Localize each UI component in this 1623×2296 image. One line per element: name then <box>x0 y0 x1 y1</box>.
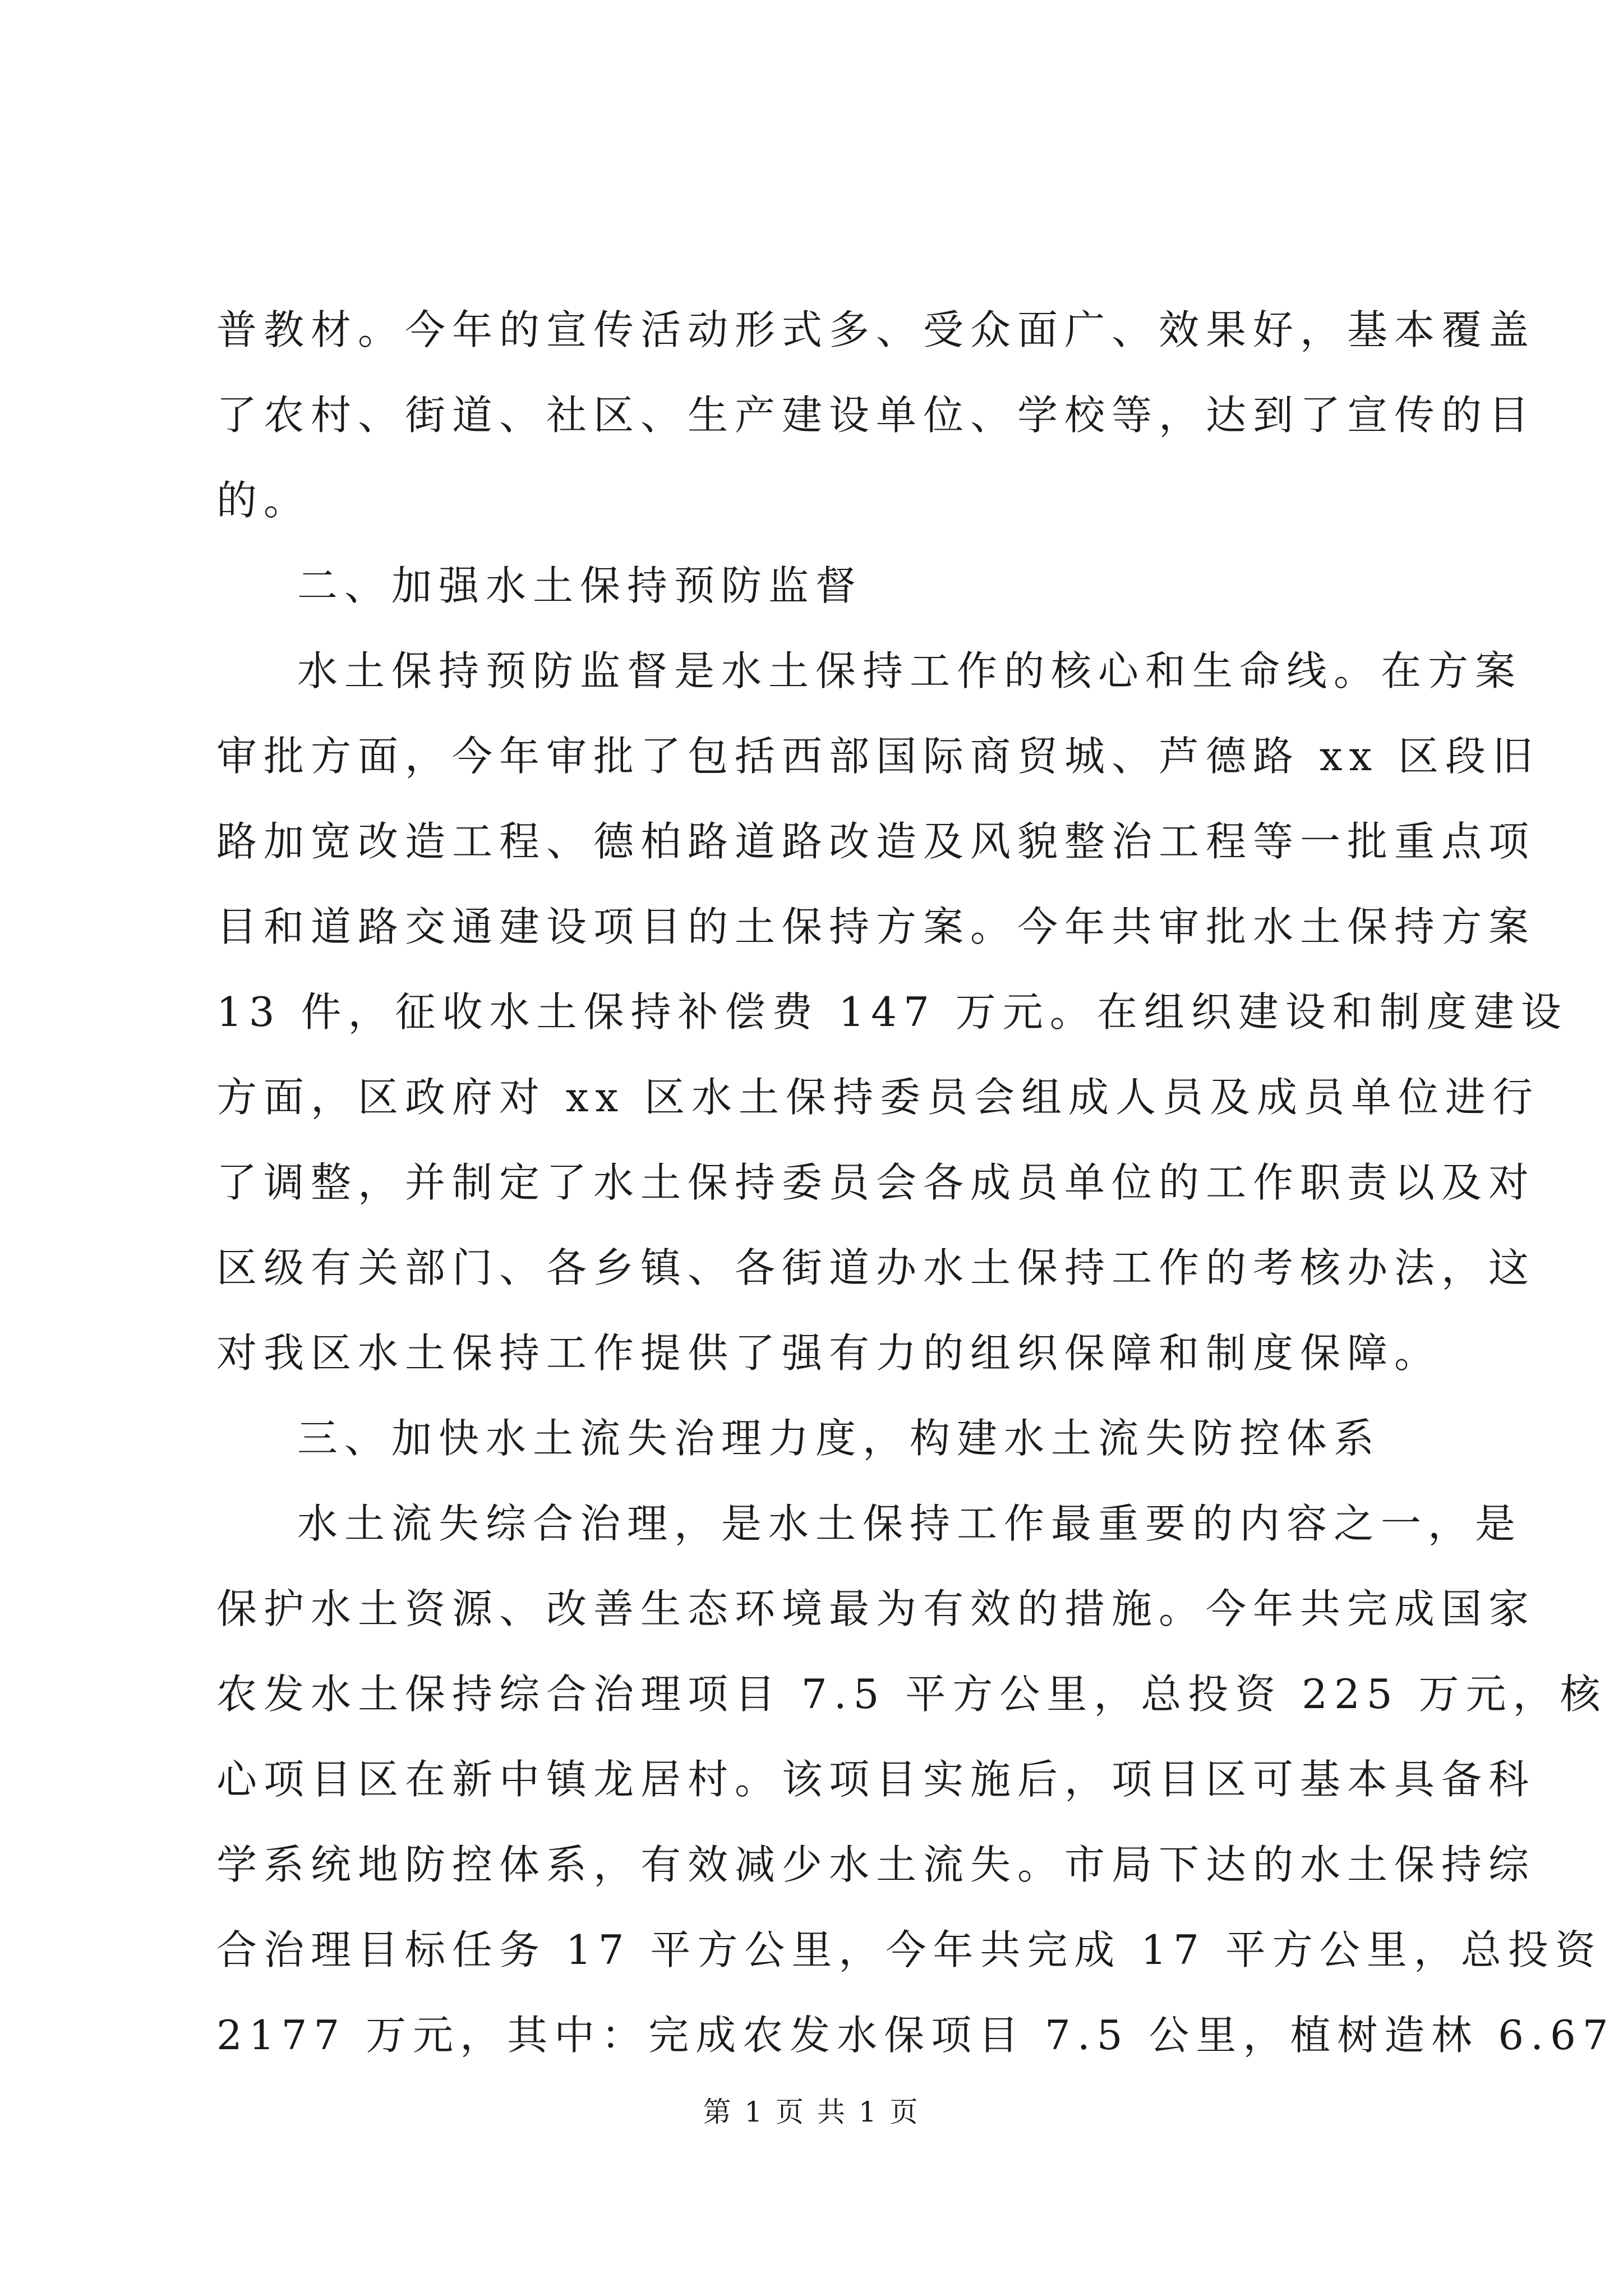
paragraph-line: 水土流失综合治理，是水土保持工作最重要的内容之一，是 <box>297 1500 1523 1547</box>
paragraph-line: 目和道路交通建设项目的土保持方案。今年共审批水土保持方案 <box>216 903 1536 950</box>
paragraph-line: 区级有关部门、各乡镇、各街道办水土保持工作的考核办法，这 <box>216 1244 1536 1291</box>
section-heading-3: 三、加快水土流失治理力度，构建水土流失防控体系 <box>297 1415 1381 1462</box>
paragraph-line: 13 件，征收水土保持补偿费 147 万元。在组织建设和制度建设 <box>216 988 1568 1036</box>
paragraph-line: 路加宽改造工程、德柏路道路改造及风貌整治工程等一批重点项 <box>216 818 1536 865</box>
paragraph-line: 2177 万元，其中：完成农发水保项目 7.5 公里，植树造林 6.67 <box>216 2012 1615 2059</box>
paragraph-line: 保护水土资源、改善生态环境最为有效的措施。今年共完成国家 <box>216 1585 1536 1632</box>
paragraph-line: 对我区水土保持工作提供了强有力的组织保障和制度保障。 <box>216 1329 1442 1377</box>
paragraph-line: 农发水土保持综合治理项目 7.5 平方公里，总投资 225 万元，核 <box>216 1671 1607 1718</box>
paragraph-line: 了调整，并制定了水土保持委员会各成员单位的工作职责以及对 <box>216 1159 1536 1206</box>
paragraph-line: 普教材。今年的宣传活动形式多、受众面广、效果好，基本覆盖 <box>216 306 1536 353</box>
paragraph-line: 的。 <box>216 477 311 524</box>
paragraph-line: 方面，区政府对 xx 区水土保持委员会组成人员及成员单位进行 <box>216 1074 1539 1121</box>
paragraph-line: 了农村、街道、社区、生产建设单位、学校等，达到了宣传的目 <box>216 392 1536 439</box>
paragraph-line: 合治理目标任务 17 平方公里，今年共完成 17 平方公里，总投资 <box>216 1926 1602 1973</box>
paragraph-line: 学系统地防控体系，有效减少水土流失。市局下达的水土保持综 <box>216 1841 1536 1888</box>
paragraph-line: 心项目区在新中镇龙居村。该项目实施后，项目区可基本具备科 <box>216 1756 1536 1803</box>
paragraph-line: 审批方面，今年审批了包括西部国际商贸城、芦德路 xx 区段旧 <box>216 733 1539 780</box>
paragraph-line: 水土保持预防监督是水土保持工作的核心和生命线。在方案 <box>297 647 1523 694</box>
page-number-footer: 第 1 页 共 1 页 <box>703 2096 920 2128</box>
section-heading-2: 二、加强水土保持预防监督 <box>297 562 863 609</box>
